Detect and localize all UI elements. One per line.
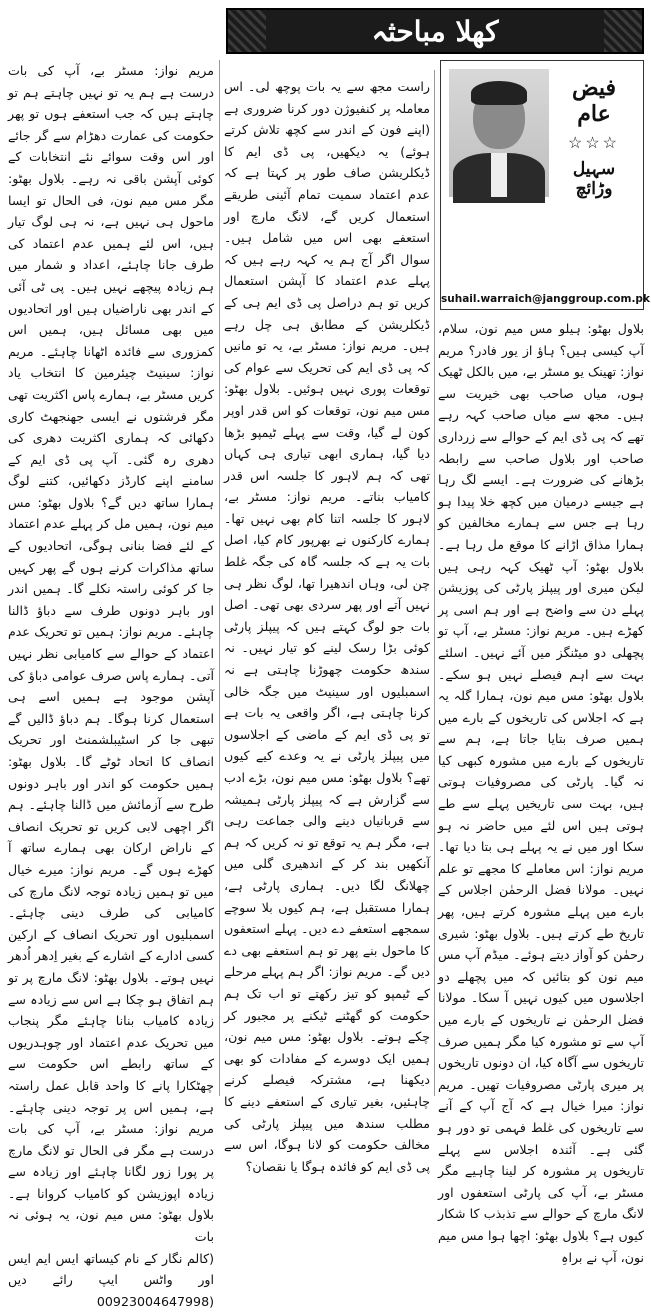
author-details	[553, 75, 635, 199]
author-box	[440, 60, 650, 310]
masthead-title: کھلا مباحثہ	[371, 14, 499, 48]
masthead-ornament-left	[228, 10, 266, 52]
article-column-left	[8, 60, 214, 1309]
column-masthead	[226, 8, 644, 54]
column-name: فیض عام	[571, 75, 617, 127]
author-email[interactable]: suhail.warraich@janggroup.com.pk	[441, 293, 650, 305]
column-divider	[219, 60, 220, 1096]
article-column-right	[438, 318, 644, 1265]
article-text: مریم نواز: مسٹر بے، آپ کی بات درست ہے ہم یہ تو نہیں چاہتے ہم تو چاہتے ہیں کہ جب استعفے ہوں تو پھر حکومت کی عمارت دھڑام سے گر جائے اور اس وقت سوائے نئے انتخابات کے کوئی آپشن باقی نہ رہے۔ بلاول بھٹو: مگر مس میم نون، فی الحال تو ایسا ماحول ہی نہیں ہے، نہ ہی لوگ تیار ہیں، اس لئے ہمیں عدم اعتماد کی طرف جانا چاہئے، اعداد و شمار میں ہم زیادہ پیچھے نہیں ہیں۔ پی ٹی آئی کے اندر بھی ناراضیاں ہیں اور اتحادیوں میں بھی مسائل ہیں، ہمیں اس کمزوری سے فائدہ اٹھانا چاہئے۔ مریم نواز: سینیٹ چیئرمین کا انتخاب یاد کریں مسٹر بے، ہمارے پاس اکثریت تھی مگر فرشتوں نے ایسی جھنجھٹ کاری دکھائی کہ ہماری اکثریت دھری کی دھری رہ گئی۔ آپ پی ڈی ایم کے سامنے اپنے کارڈز دکھائیں، کتنے لوگ ہمارا ساتھ دیں گے؟ بلاول بھٹو: مس میم نون، ہمیں مل کر پہلے عدم اعتماد کے لئے فضا بنانی ہوگی، اتحادیوں کے ساتھ مذاکرات کرنے ہوں گے پھر کہیں جا کر کوئی راستہ نکلے گا۔ ہمیں اندر اور باہر دونوں طرف سے دباؤ ڈالنا چاہئے۔ مریم نواز: ہمیں تو تحریک عدم اعتماد کے حوالے سے کامیابی نظر نہیں آتی۔ ہمارے پاس صرف عوامی دباؤ کی آپشن موجود ہے ہمیں اسے ہی استعمال کرنا ہوگا۔ ہم دباؤ ڈالیں گے تبھی جا کر اسٹیبلشمنٹ اور تحریک انصاف کا اتحاد ٹوٹے گا۔ بلاول بھٹو: ہمیں حکومت کو اندر اور باہر دونوں طرح سے آزمائش میں ڈالنا چاہئے۔ ہم اگر اچھی لابی کریں تو تحریک انصاف کے ناراض ارکان بھی ہمارے ساتھ آ کھڑے ہوں گے۔ مریم نواز: میرے خیال میں تو ہمیں زیادہ توجہ لانگ مارچ کی کامیابی کی طرف دینی چاہئے۔ اسمبلیوں اور تحریک انصاف کے ارکین کسی ادارے کے اشارے کے بغیر اِدھر اُدھر نہیں ہوتے۔ بلاول بھٹو: لانگ مارچ پر تو ہم اتفاق ہو چکا ہے اس سے زیادہ سے زیادہ کامیاب بنانا چاہئے مگر پنجاب میں تحریک عدم اعتماد اور چوہدریوں کے ساتھ رابطے اس حکومت سے چھٹکارا پانے کا واحد قابل عمل راستہ ہے، ہمیں اس پر توجہ دینی چاہئے۔ مریم نواز: مسٹر بے، آپ کی بات درست ہے مگر فی الحال تو لانگ مارچ پر پورا زور لگانا چاہئے اور زیادہ سے زیادہ اپوزیشن کو کامیاب کروانا ہے۔ بلاول بھٹو: مس میم نون، یہ ہوئی نہ بات	[8, 63, 214, 1245]
footer-note-text: (کالم نگار کے نام کیساتھ ایس ایم ایس اور واٹس ایپ رائے دیں	[8, 1250, 214, 1288]
author-photo	[449, 69, 549, 197]
author-name: سہیل وڑائچ	[572, 159, 616, 199]
masthead-ornament-right	[604, 10, 642, 52]
column-divider	[434, 70, 435, 1096]
article-text: راست مجھ سے یہ بات پوچھ لی۔ اس معاملہ پر کنفیوژن دور کرنا ضروری ہے (اپنے فون کے اندر سے کچھ تلاش کرتے ہوئے) یہ دیکھیں، پی ڈی ایم کا ڈیکلریشن صاف طور پر کہتا ہے کہ عدم اعتماد سمیت تمام آئینی طریقے استعمال کریں گے، لانگ مارچ اور استعفے بھی اس میں شامل ہیں۔ سوال اگر آج ہم یہ کہہ رہے ہیں کہ پہلے عدم اعتماد کا آپشن استعمال کریں تو ہم دراصل پی ڈی ایم ہی کے ڈیکلریشن کے مطابق ہی چل رہے ہیں۔ مریم نواز: مسٹر بے، یہ تو مانیں کہ پی ڈی ایم کی تحریک سے عوام کی توقعات پوری نہیں ہوئیں۔ بلاول بھٹو: مس میم نون، توقعات کو اس قدر اوپر کون لے گیا، وقت سے پہلے ٹیمپو بڑھا دیا گیا، ہماری ابھی تیاری ہی کہاں تھی کہ ہم لاہور کا جلسہ اس قدر کامیاب بناتے۔ مریم نواز: مسٹر بے، لاہور کا جلسہ اتنا کام بھی نہیں تھا۔ ہمارے کارکنوں نے بھرپور کام کیا، اصل بات یہ ہے کہ جلسہ گاہ کی جگہ غلط چن لی، وہاں اندھیرا تھا، لوگ نظر ہی نہیں آتے اور پھر سردی بھی تھی۔ اصل بات جو لوگ کہتے ہیں کہ پیپلز پارٹی کوئی بڑا رسک لینے کو تیار نہیں۔ نہ سندھ حکومت چھوڑنا چاہتی ہے نہ اسمبلیوں اور سینیٹ میں جگہ خالی کرنا چاہتی ہے، اگر واقعی یہ بات ہے تو پی ڈی ایم کے ماضی کے اجلاسوں میں پیپلز پارٹی نے یہ وعدے کیے کیوں تھے؟ بلاول بھٹو: مس میم نون، بڑے ادب سے گزارش ہے کہ پیپلز پارٹی ہمیشہ سے قربانیاں دینے والی جماعت رہی ہے، مگر ہم یہ توقع تو نہ کریں کہ ہم آنکھیں بند کر کے اندھیری گلی میں چھلانگ لگا دیں۔ ہماری پارٹی ہے، ہمارا مستقبل ہے، ہم کیوں بلا سوچے سمجھے استعفے دے دیں۔ پہلے استعفوں کا ماحول بنے پھر تو ہم استعفے بھی دے دیں گے۔ مریم نواز: اگر ہم پہلے مرحلے کے ٹیمپو کو تیز رکھتے تو اب تک ہم حکومت کو گھٹنے ٹیکنے پر مجبور کر چکے ہوتے۔ بلاول بھٹو: مس میم نون، ہمیں ایک دوسرے کے مفادات کو بھی دیکھنا ہے، مشترکہ فیصلے کرنے چاہئیں، بغیر تیاری کے استعفے دینے کا مطلب سندھ میں پیپلز پارٹی کی مخالف حکومت کو لانا ہوگا، اس سے پی ڈی ایم کو فائدہ ہوگا یا نقصان؟	[224, 79, 430, 1174]
footer-phone: 00923004647998)	[96, 1293, 214, 1309]
article-column-middle	[224, 76, 430, 1174]
stars-decoration: ☆☆☆	[567, 133, 621, 152]
footer-note	[8, 1248, 214, 1312]
article-text: بلاول بھٹو: ہیلو مس میم نون، سلام، آپ کیسی ہیں؟ ہاؤ از یور فادر؟ مریم نواز: تھینک یو مسٹر بے، میں بالکل ٹھیک ہوں، میاں صاحب بھی خیریت سے ہیں۔ مجھ سے میاں صاحب کہہ رہے تھے کہ پی ڈی ایم کے حوالے سے زرداری صاحب اور بلاول صاحب سے رابطہ بڑھانے کی ضرورت ہے۔ ایسے لگ رہا ہے جیسے درمیان میں کچھ خلا پیدا ہو رہا ہے جس سے ہمارے مخالفین کو ہمارا مذاق اڑانے کا موقع مل رہا ہے۔ بلاول بھٹو: آپ ٹھیک کہہ رہی ہیں لیکن میری اور پیپلز پارٹی کی پوزیشن پہلے دن سے واضح ہے اور ہم اسی پر کھڑے ہیں۔ مریم نواز: مسٹر بے، آپ تو پچھلی دو میٹنگز میں آئے نہیں۔ اسلئے بہت سے اہم فیصلے نہیں ہو سکے۔ بلاول بھٹو: مس میم نون، ہمارا گلہ یہ ہے کہ اجلاس کی تاریخوں کے بارے میں ہمیں صرف بتایا جاتا ہے، ہم سے تاریخوں کے بارے میں مشورہ کبھی کیا نہ گیا۔ پارٹی کی مصروفیات ہوتی ہیں، بہت سی تاریخیں پہلے سے طے ہوتی ہیں اس لئے میں حاضر نہ ہو سکا اور میں نے یہ پہلے ہی بتا دیا تھا۔ مریم نواز: اس معاملے کا مجھے تو علم نہیں۔ مولانا فضل الرحمٰن اجلاس کے بارے میں پہلے مشورہ کرتے ہیں، پھر تاریخ طے کرتے ہیں۔ بلاول بھٹو: شیری رحمٰن کو آواز دیتے ہوئے۔ میڈم آپ مس میم نون کو بتائیں کہ میں پچھلے دو اجلاسوں میں کیوں نہیں آ سکا۔ مولانا فضل الرحمٰن نے تاریخوں کے بارے میں آپ سے تو مشورہ کیا مگر ہمیں صرف تاریخوں سے آگاہ کیا، ان دونوں تاریخوں پر میری پارٹی مصروفیات تھیں۔ مریم نواز: میرا خیال ہے کہ آج آپ کے آنے سے تاریخوں کی غلط فہمی تو دور ہو گئی ہے۔ آئندہ اجلاس سے پہلے تاریخوں پر مشورہ کر لینا چاہیے مگر مسٹر بے، آپ کی پارٹی استعفوں اور لانگ مارچ کے حوالے سے تذبذب کا شکار کیوں ہے؟ بلاول بھٹو: اچھا ہوا مس میم نون، آپ نے براہِ	[438, 321, 644, 1265]
